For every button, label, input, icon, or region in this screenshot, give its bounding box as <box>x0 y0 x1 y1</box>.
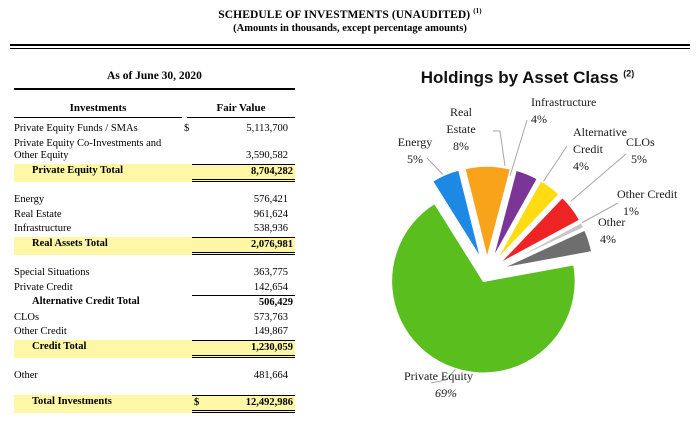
table-row <box>14 164 295 183</box>
callout-label: Other <box>598 215 626 229</box>
row-value-cell <box>182 193 290 208</box>
table-row <box>14 369 295 384</box>
callout-percent: 69% <box>435 385 457 400</box>
row-value: 538,936 <box>253 223 288 234</box>
table-row <box>14 237 295 256</box>
document-title-text: SCHEDULE OF INVESTMENTS (UNAUDITED) <box>218 9 471 21</box>
row-value: 1,230,059 <box>251 341 293 353</box>
callout-other <box>598 214 658 248</box>
pie-slices <box>391 166 591 373</box>
row-value-cell <box>192 295 295 311</box>
row-value-cell <box>192 237 295 256</box>
document-subtitle: (Amounts in thousands, except percentage amounts) <box>233 23 467 34</box>
footnote-marker-2: (2) <box>623 68 635 79</box>
row-value-cell <box>182 325 290 340</box>
row-value-cell <box>182 122 290 137</box>
table-spacer <box>14 384 295 395</box>
row-label: Total Investments <box>32 395 112 407</box>
document-header <box>0 9 700 34</box>
row-value: 149,867 <box>253 326 288 337</box>
row-value: 8,704,282 <box>251 165 293 177</box>
callout-percent: 8% <box>453 138 469 153</box>
investments-table-body <box>14 122 295 413</box>
chart-title-text: Holdings by Asset Class <box>420 68 619 87</box>
callout-clos <box>626 134 680 168</box>
dollar-sign: $ <box>193 396 200 408</box>
holdings-chart <box>355 68 700 424</box>
row-label: Private Credit <box>14 281 73 293</box>
row-value-cell <box>192 340 295 359</box>
callout-infrastructure <box>531 94 643 128</box>
row-label: Infrastructure <box>14 223 72 234</box>
callout-label: Other Credit <box>617 187 678 201</box>
row-value-cell <box>192 164 295 183</box>
dollar-sign: $ <box>184 123 190 134</box>
leader-line-infrastructure <box>510 120 527 176</box>
row-label: Real Assets Total <box>32 237 108 249</box>
table-row <box>14 340 295 359</box>
table-row <box>14 311 295 326</box>
callout-label: Energy <box>397 135 433 149</box>
table-row <box>14 325 295 340</box>
table-row <box>14 122 295 137</box>
table-row <box>14 281 295 296</box>
row-label: Other <box>14 370 38 381</box>
row-value: 573,763 <box>253 311 288 323</box>
column-header-investments: Investments <box>14 102 182 118</box>
row-value: 576,421 <box>253 194 288 205</box>
row-label: Private Equity Total <box>32 164 124 176</box>
row-value: 2,076,981 <box>251 238 293 250</box>
row-value: 363,775 <box>253 267 288 278</box>
table-row <box>14 295 295 311</box>
row-value-cell <box>182 266 290 281</box>
row-value-cell <box>182 311 290 326</box>
footnote-marker-1: (1) <box>473 7 482 16</box>
table-spacer <box>14 182 295 193</box>
document-title <box>0 9 700 21</box>
row-value-cell <box>182 369 290 384</box>
row-label: Real Estate <box>14 208 62 220</box>
row-value: 481,664 <box>253 370 288 381</box>
table-row <box>14 137 295 164</box>
chart-title <box>355 68 700 88</box>
row-value: 142,654 <box>253 281 288 293</box>
table-row <box>14 266 295 281</box>
table-row <box>14 208 295 223</box>
header-divider <box>10 44 690 49</box>
row-label: Other Credit <box>14 326 67 337</box>
table-row <box>14 395 295 414</box>
row-value-cell <box>182 281 290 296</box>
callout-label: Private Equity <box>404 369 473 383</box>
row-label: Credit Total <box>32 340 87 352</box>
row-value-cell <box>182 208 290 223</box>
row-label: Special Situations <box>14 267 90 278</box>
callout-percent: 4% <box>600 231 616 246</box>
callout-label: Real Estate <box>446 105 476 136</box>
row-value-cell <box>192 395 295 414</box>
row-label: Alternative Credit Total <box>32 296 140 307</box>
callout-percent: 4% <box>531 111 547 126</box>
row-value: 5,113,700 <box>246 123 288 134</box>
table-spacer <box>14 358 295 369</box>
callout-label: Infrastructure <box>531 95 597 109</box>
callout-label: CLOs <box>626 135 655 149</box>
row-value-cell <box>182 222 290 237</box>
callout-percent: 5% <box>407 151 423 166</box>
table-row <box>14 222 295 237</box>
row-label: Private Equity Co-Investments and Other Equity <box>14 137 162 161</box>
row-label: Energy <box>14 194 45 205</box>
callout-real-estate <box>436 104 486 154</box>
investments-table <box>14 70 295 413</box>
table-column-headers <box>14 102 295 118</box>
table-row <box>14 193 295 208</box>
row-value: 506,429 <box>258 297 293 308</box>
row-value-cell <box>182 137 290 164</box>
row-label: CLOs <box>14 311 40 323</box>
callout-percent: 5% <box>631 151 647 166</box>
leader-line-real-estate <box>493 131 505 166</box>
row-value: 961,624 <box>253 208 288 220</box>
column-header-fair-value: Fair Value <box>187 102 295 118</box>
table-spacer <box>14 255 295 266</box>
table-date-header: As of June 30, 2020 <box>14 70 295 90</box>
callout-percent: 1% <box>623 203 639 218</box>
row-label: Private Equity Funds / SMAs <box>14 123 138 134</box>
callout-percent: 4% <box>573 158 589 173</box>
row-value: 3,590,582 <box>246 150 288 161</box>
callout-label: Alternative Credit <box>573 125 627 156</box>
row-value: 12,492,986 <box>245 396 293 408</box>
callout-private-equity <box>371 368 473 402</box>
